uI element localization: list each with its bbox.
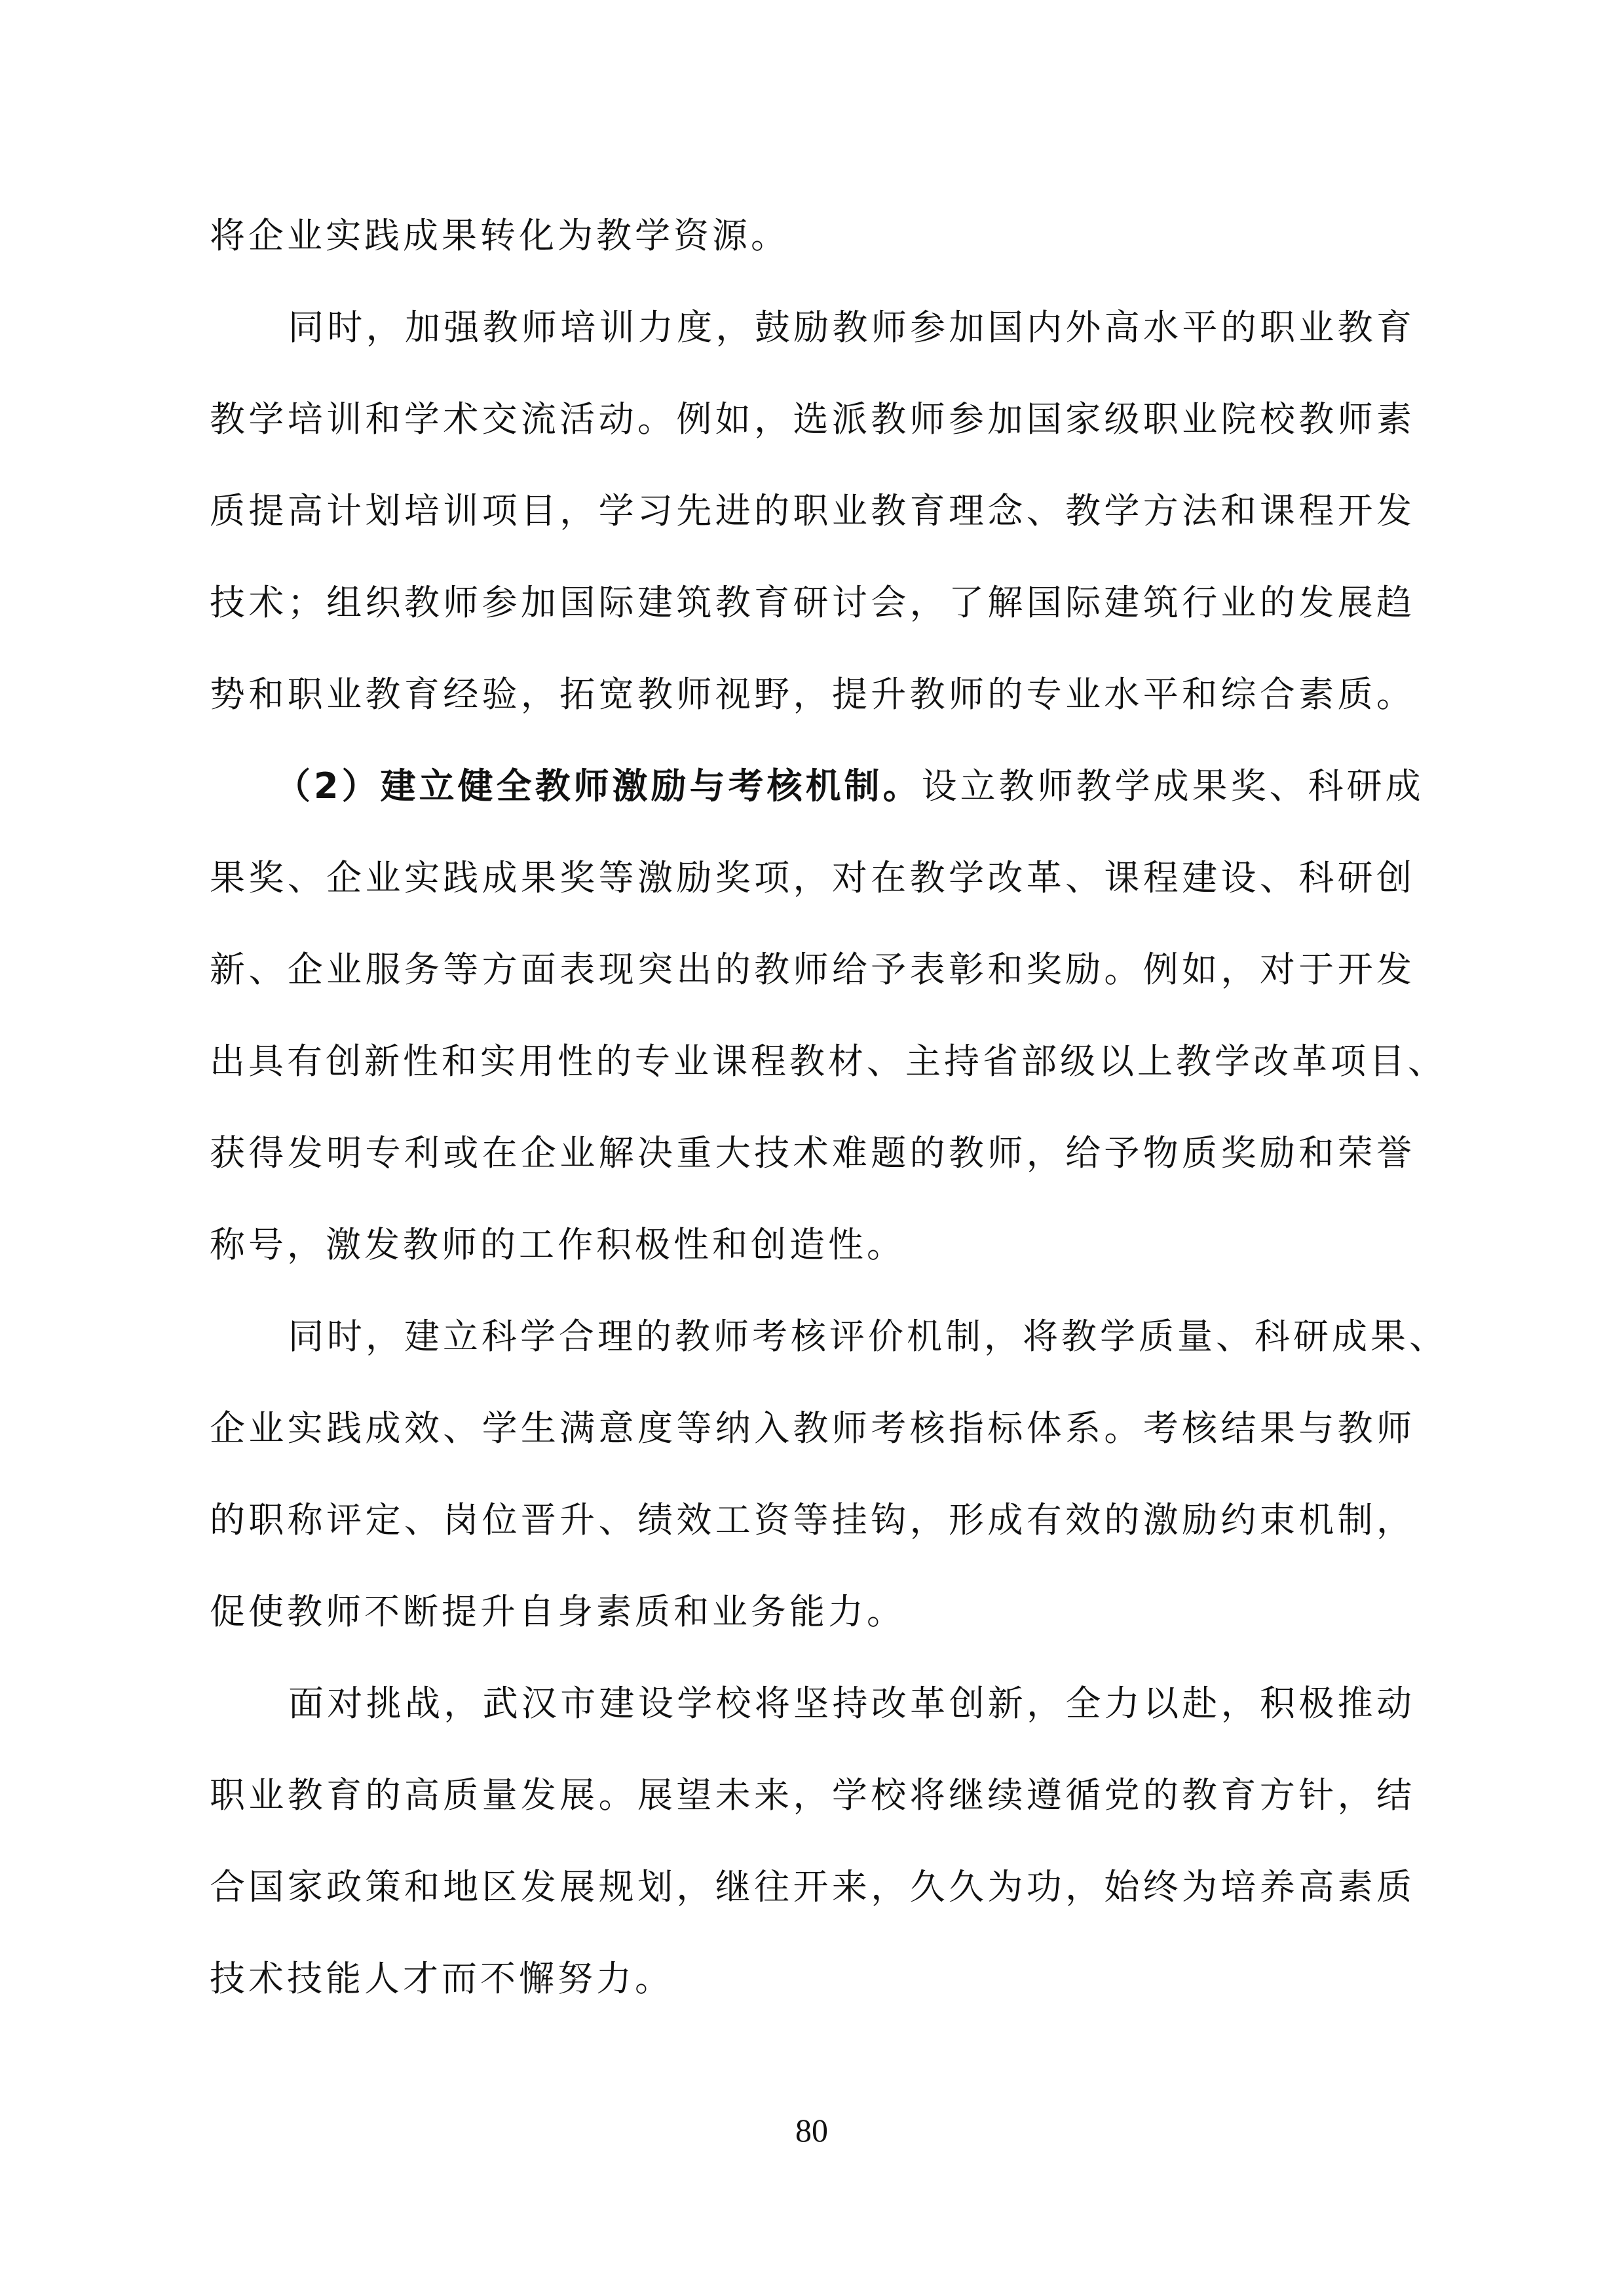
text-line: 职业教育的高质量发展。展望未来，学校将继续遵循党的教育方针，结 (210, 1774, 1415, 1816)
text-line: 果奖、企业实践成果奖等激励奖项，对在教学改革、课程建设、科研创 (210, 857, 1415, 898)
text-line: 同时，加强教师培训力度，鼓励教师参加国内外高水平的职业教育 (288, 307, 1415, 348)
text-line: 促使教师不断提升自身素质和业务能力。 (210, 1591, 905, 1632)
text-line: 技术；组织教师参加国际建筑教育研讨会，了解国际建筑行业的发展趋 (210, 582, 1415, 623)
text-line: 企业实践成效、学生满意度等纳入教师考核指标体系。考核结果与教师 (210, 1407, 1415, 1449)
paragraph-heading-line (275, 760, 1424, 813)
text-line: 势和职业教育经验，拓宽教师视野，提升教师的专业水平和综合素质。 (210, 674, 1415, 715)
page-number: 80 (795, 2112, 828, 2149)
text-line: 技术技能人才而不懈努力。 (210, 1958, 673, 1999)
section-heading: （2）建立健全教师激励与考核机制。 (275, 765, 922, 807)
text-line: 质提高计划培训项目，学习先进的职业教育理念、教学方法和课程开发 (210, 490, 1415, 531)
text-line-continuation: 设立教师教学成果奖、科研成 (921, 765, 1424, 807)
text-line: 称号，激发教师的工作积极性和创造性。 (210, 1224, 905, 1265)
text-line: 面对挑战，武汉市建设学校将坚持改革创新，全力以赴，积极推动 (288, 1683, 1415, 1724)
text-line: 合国家政策和地区发展规划，继往开来，久久为功，始终为培养高素质 (210, 1866, 1415, 1907)
text-line: 出具有创新性和实用性的专业课程教材、主持省部级以上教学改革项目、 (210, 1041, 1446, 1082)
text-line: 获得发明专利或在企业解决重大技术难题的教师，给予物质奖励和荣誉 (210, 1132, 1415, 1174)
text-line: 的职称评定、岗位晋升、绩效工资等挂钩，形成有效的激励约束机制， (210, 1499, 1415, 1540)
text-line: 同时，建立科学合理的教师考核评价机制，将教学质量、科研成果、 (288, 1316, 1448, 1357)
text-line: 将企业实践成果转化为教学资源。 (210, 215, 789, 256)
text-line: 教学培训和学术交流活动。例如，选派教师参加国家级职业院校教师素 (210, 398, 1415, 440)
text-line: 新、企业服务等方面表现突出的教师给予表彰和奖励。例如，对于开发 (210, 949, 1415, 990)
